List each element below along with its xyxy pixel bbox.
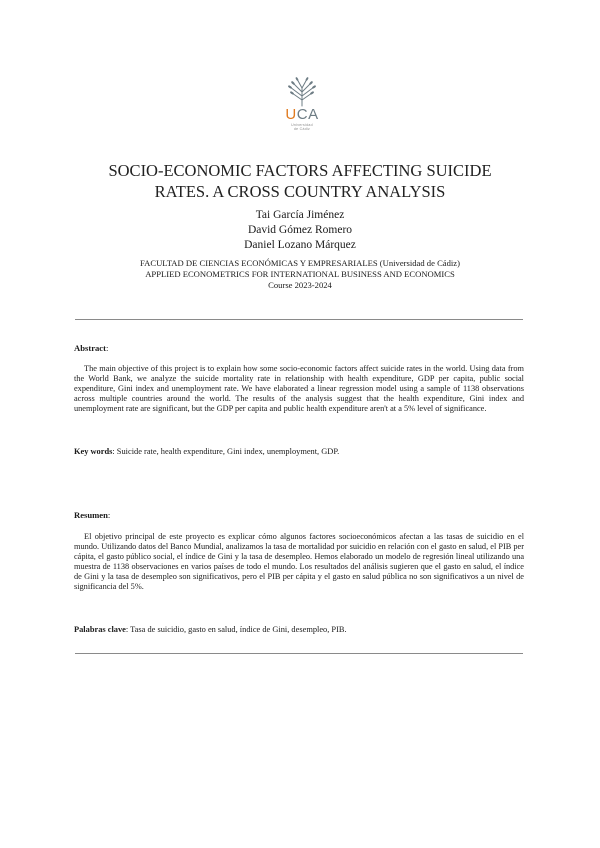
logo-subtext: Universidad de Cádiz <box>291 123 313 131</box>
affiliation-block <box>40 258 560 290</box>
abstract-text: The main objective of this project is to explain how some socio-economic factors affect suicide rates in the world. Using data from the World Bank, we analyze the suicide mortality rate in relationship with health expenditure, GDP per capita, public social expenditure, Gini index and unemployment rate. We have elaborated a linear regression model using a sample of 1138 observations across multiple countries around the world. The results of the analysis suggest that the health expenditure, Gini index and unemployment rate are significant, but the GDP per capita and public health expenditure aren't at a 5% level of significance. <box>74 364 524 414</box>
abstract-heading: Abstract: <box>74 343 109 353</box>
program-name: APPLIED ECONOMETRICS FOR INTERNATIONAL BUSINESS AND ECONOMICS <box>145 268 455 279</box>
author: Tai García Jiménez <box>255 209 345 221</box>
resumen-heading: Resumen: <box>74 510 111 520</box>
logo-wordmark: UCA <box>285 106 319 123</box>
paper-title <box>40 160 560 202</box>
divider <box>75 653 523 654</box>
title-line-2: RATES. A CROSS COUNTRY ANALYSIS <box>154 182 446 201</box>
resumen-text: El objetivo principal de este proyecto es explicar cómo algunos factores socioeconómicos afectan a las tasas de suicidio en el mundo. Utilizando datos del Banco Mundial, analizamos la tasa de mortalidad por suicidio en relación con el gasto en salud, el PIB per cápita, el gasto público social, el índice de Gini y la tasa de desempleo. Hemos elaborado un modelo de regresión lineal utilizando una muestra de 1138 observaciones en varios países de todo el mundo. Los resultados del análisis sugieren que el gasto en salud, el índice de Gini y la tasa de desempleo son significativos, pero el PIB per cápita y el gasto en salud pública no son significativos a un nivel de significancia del 5%. <box>74 532 524 592</box>
title-line-1: SOCIO-ECONOMIC FACTORS AFFECTING SUICIDE <box>108 161 492 180</box>
palabras-clave-line: Palabras clave: Tasa de suicidio, gasto en salud, índice de Gini, desempleo, PIB. <box>74 625 347 634</box>
laurel-icon <box>278 76 326 108</box>
author-list <box>40 208 560 253</box>
keywords-line: Key words: Suicide rate, health expenditure, Gini index, unemployment, GDP. <box>74 447 340 456</box>
author: Daniel Lozano Márquez <box>244 239 356 251</box>
course-year: Course 2023-2024 <box>268 279 332 290</box>
divider <box>75 319 523 320</box>
faculty-name: FACULTAD DE CIENCIAS ECONÓMICAS Y EMPRESARIALES (Universidad de Cádiz) <box>140 258 460 268</box>
university-logo <box>278 76 326 132</box>
author: David Gómez Romero <box>247 224 353 236</box>
